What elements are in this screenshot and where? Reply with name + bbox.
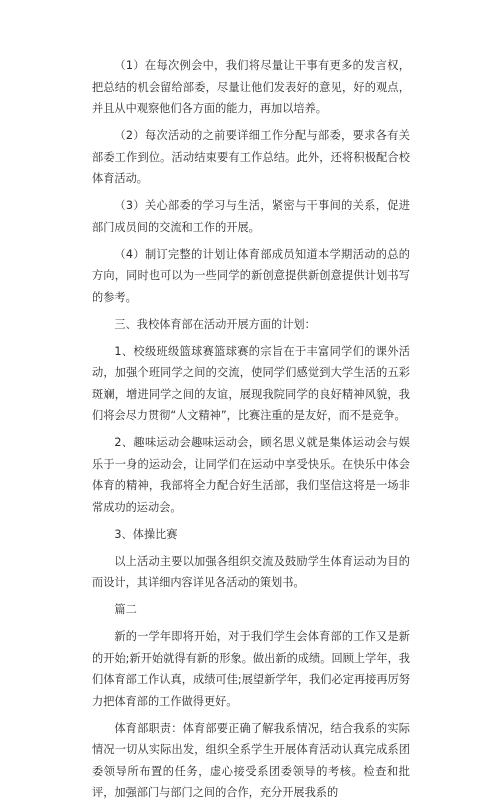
paragraph-4: （4）制订完整的计划让体育部成员知道本学期活动的总的方向，同时也可以为一些同学的新创意提供新创意提供计划书写的参考。 [92,247,410,304]
section-part-two: 篇二 [114,603,137,616]
paragraph-2: （2）每次活动的之前要详细工作分配与部委，要求各有关部委工作到位。活动结束要有工作总结。此外，还将积极配合校体育活动。 [92,129,410,185]
document-body [92,55,410,809]
paragraph-duties: 体育部职责：体育部要正确了解我系情况，结合我系的实际情况一切从实际出发，组织全系学生开展体育活动认真完成系团委领导所布置的任务，虚心接受系团委领导的考核。检查和批评，加强部门与部门之间的合作，充分开展我系的 [92,721,410,799]
paragraph-basketball: 1、校级班级篮球赛篮球赛的宗旨在于丰富同学们的课外活动，加强个班同学之间的交流，使同学们感觉到大学生活的五彩斑斓，增进同学之间的友谊，展现我院同学的良好精神风貌，我们将会尽力贯彻“人文精神”，比赛注重的是友好，而不是竞争。 [92,344,410,422]
paragraph-sports-meet: 2、趣味运动会趣味运动会，顾名思义就是集体运动会与娱乐于一身的运动会，让同学们在运动中享受快乐。在快乐中体会体育的精神，我部将全力配合好生活部，我们坚信这将是一场非常成功的运动会。 [92,436,410,514]
paragraph-1: （1）在每次例会中，我们将尽量让干事有更多的发言权，把总结的机会留给部委，尽量让他们发表好的意见，好的观点，并且从中观察他们各方面的能力，再加以培养。 [92,59,410,115]
section-heading-3: 三、我校体育部在活动开展方面的计划： [114,317,316,331]
item-gymnastics: 3、体操比赛 [114,527,178,541]
paragraph-3: （3）关心部委的学习与生活，紧密与干事间的关系，促进部门成员间的交流和工作的开展。 [92,199,410,234]
paragraph-new-year: 新的一学年即将开始，对于我们学生会体育部的工作又是新的开始;新开始就得有新的形象。做出新的成绩。回顾上学年，我们体育部工作认真，成绩可佳;展望新学年，我们必定再接再厉努力把体育部的工作做得更好。 [92,630,410,708]
paragraph-summary: 以上活动主要以加强各组织交流及鼓励学生体育运动为目的而设计，其详细内容详见各活动的策划书。 [92,554,410,589]
